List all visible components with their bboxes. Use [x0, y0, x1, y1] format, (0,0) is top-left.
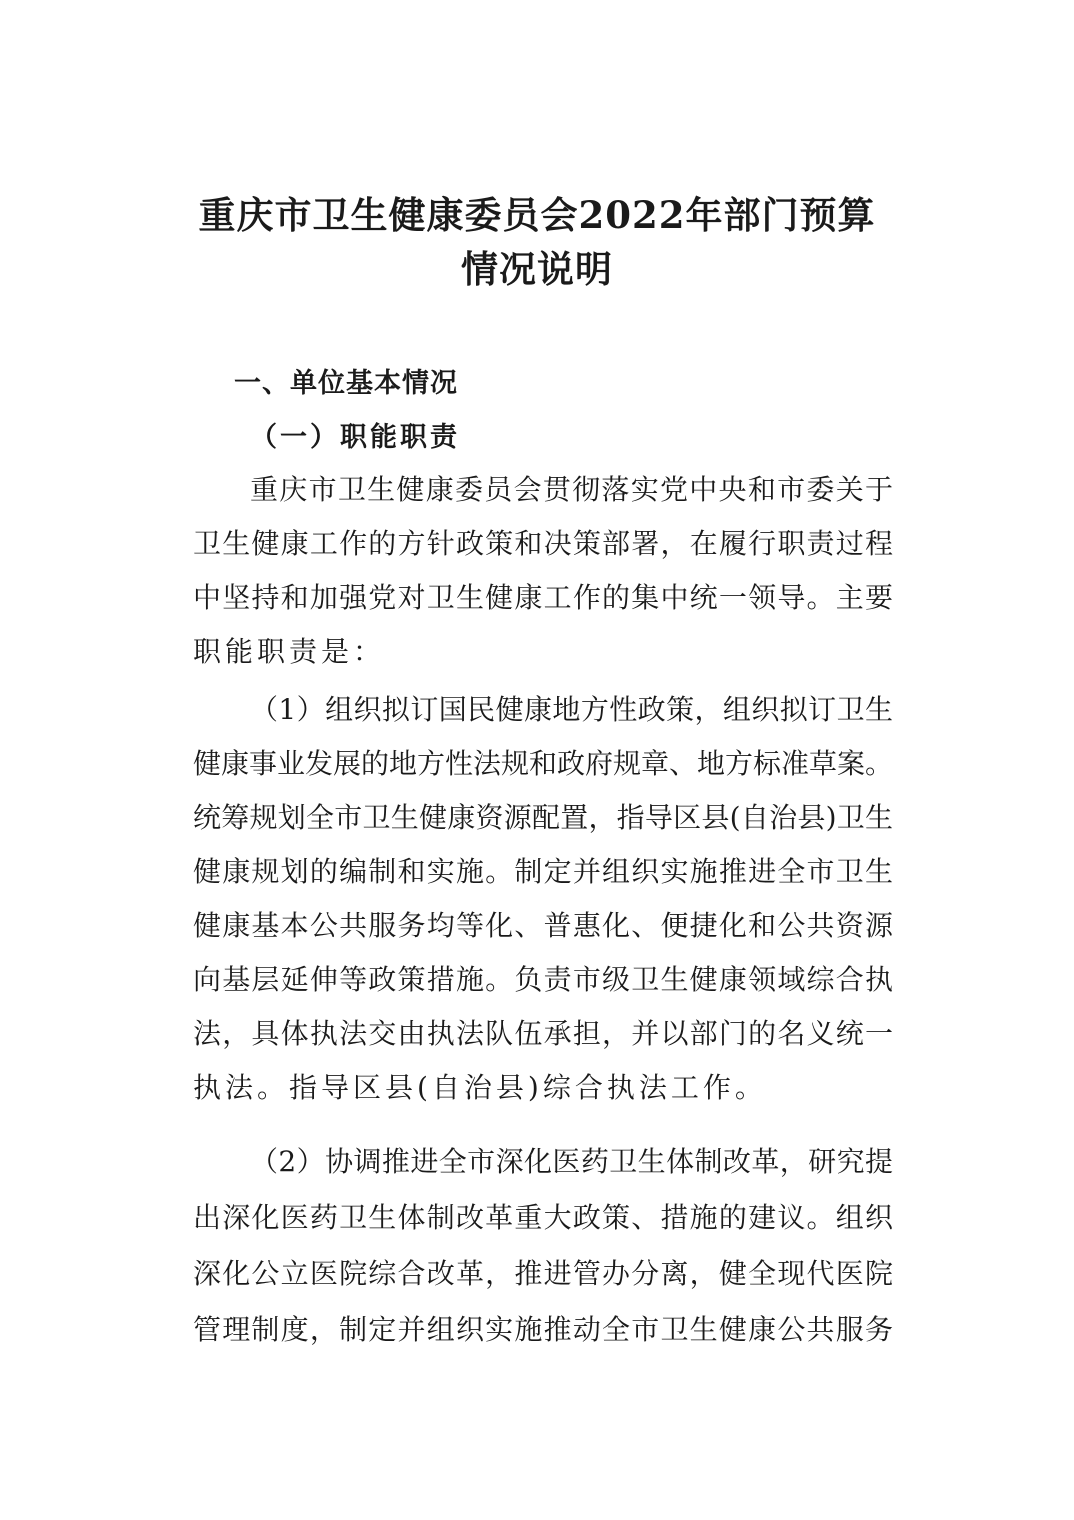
paragraph-line: 向基层延伸等政策措施。负责市级卫生健康领域综合执	[193, 963, 893, 996]
document-title-line-1: 重庆市卫生健康委员会2022年部门预算	[198, 193, 876, 237]
paragraph-line: 管理制度，制定并组织实施推动全市卫生健康公共服务	[193, 1313, 893, 1346]
paragraph-line: 执法。指导区县(自治县)综合执法工作。	[193, 1071, 767, 1104]
paragraph-line: 卫生健康工作的方针政策和决策部署，在履行职责过程	[193, 527, 893, 560]
paragraph-line: 法，具体执法交由执法队伍承担，并以部门的名义统一	[193, 1017, 893, 1050]
paragraph-line: 健康规划的编制和实施。制定并组织实施推进全市卫生	[193, 855, 893, 888]
paragraph-line: 出深化医药卫生体制改革重大政策、措施的建议。组织	[193, 1201, 893, 1234]
section-heading: 一、单位基本情况	[234, 368, 458, 399]
paragraph-line: 重庆市卫生健康委员会贯彻落实党中央和市委关于	[250, 473, 893, 506]
paragraph-line: 深化公立医院综合改革，推进管办分离，健全现代医院	[193, 1257, 893, 1290]
document-title-line-2: 情况说明	[461, 247, 613, 291]
paragraph-line: 职能职责是：	[193, 635, 386, 668]
paragraph-line: 健康事业发展的地方性法规和政府规章、地方标准草案。	[193, 747, 894, 780]
paragraph-line: 健康基本公共服务均等化、普惠化、便捷化和公共资源	[193, 909, 893, 942]
subsection-heading: （一）职能职责	[250, 422, 460, 453]
paragraph-line: （2）协调推进全市深化医药卫生体制改革，研究提	[250, 1145, 893, 1178]
paragraph-line: （1）组织拟订国民健康地方性政策，组织拟订卫生	[250, 693, 893, 726]
paragraph-line: 中坚持和加强党对卫生健康工作的集中统一领导。主要	[193, 581, 893, 614]
paragraph-line: 统筹规划全市卫生健康资源配置，指导区县(自治县)卫生	[193, 801, 893, 834]
